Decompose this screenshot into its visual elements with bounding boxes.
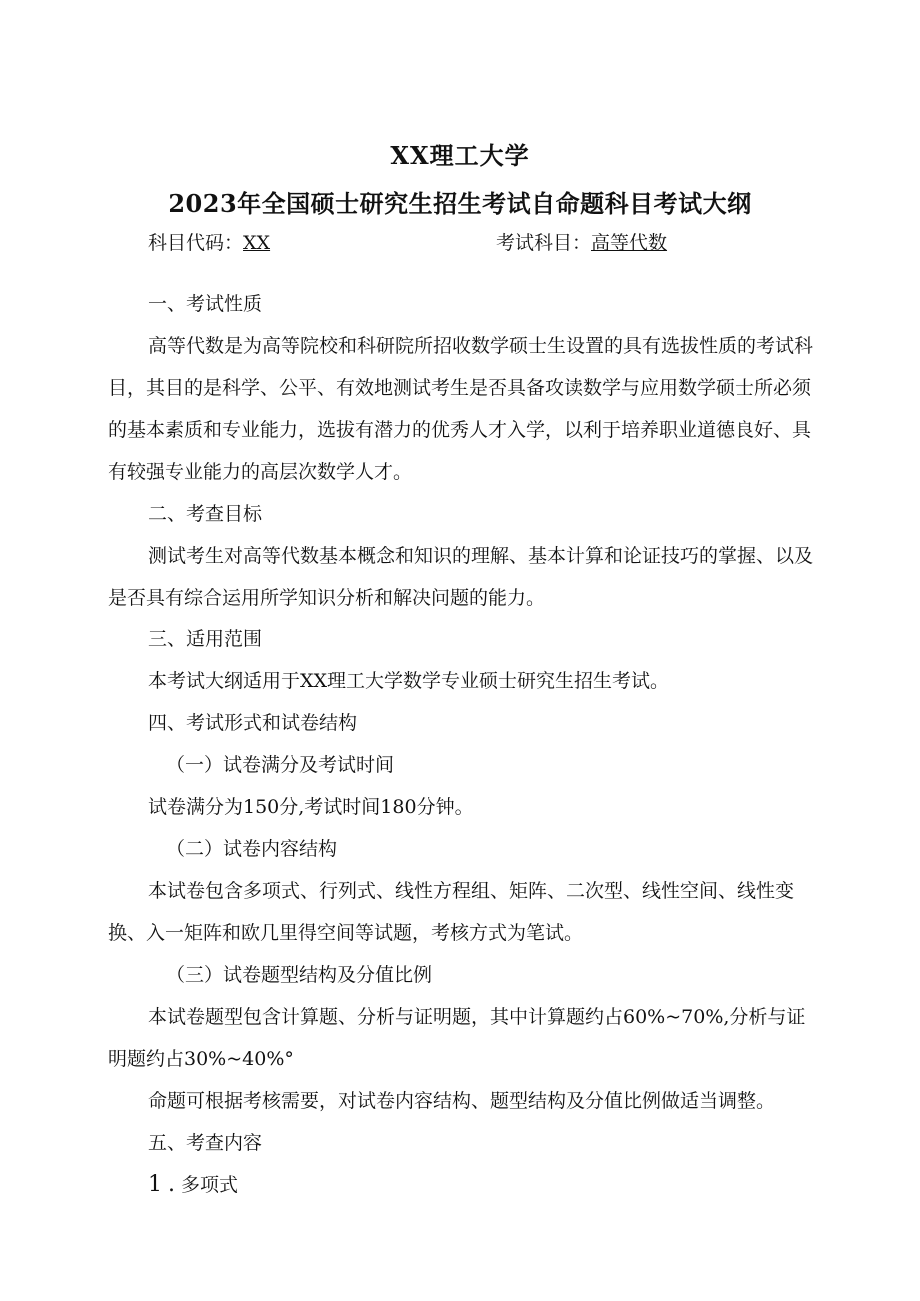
section-4-sub-3: （三）试卷题型结构及分值比例 — [166, 964, 433, 986]
section-1-heading: 一、考试性质 — [148, 293, 263, 315]
subject-name-label: 考试科目： — [496, 232, 592, 254]
subject-code-label: 科目代码： — [148, 232, 244, 254]
section-5-item-1-label: 多项式 — [181, 1174, 239, 1196]
section-3-body: 本考试大纲适用于XX理工大学数学专业硕士研究生招生考试。 — [148, 670, 670, 692]
section-5-heading: 五、考查内容 — [148, 1132, 263, 1154]
section-4-note: 命题可根据考核需要，对试卷内容结构、题型结构及分值比例做适当调整。 — [148, 1090, 776, 1112]
subject-code — [148, 228, 270, 255]
section-4-sub-2-body: 本试卷包含多项式、行列式、线性方程组、矩阵、二次型、线性空间、线性变换、入一矩阵和欧几里得空间等试题，考核方式为笔试。 — [108, 880, 795, 944]
section-4-sub-2: （二）试卷内容结构 — [166, 838, 338, 860]
section-5-item-1 — [148, 1164, 238, 1206]
section-4-sub-1: （一）试卷满分及考试时间 — [166, 754, 395, 776]
section-4-sub-3-body: 本试卷题型包含计算题、分析与证明题，其中计算题约占60%~70%,分析与证明题约占30%~40%° — [108, 1006, 806, 1070]
subject-name — [496, 228, 667, 255]
section-4-heading: 四、考试形式和试卷结构 — [148, 712, 358, 734]
university-title: XX理工大学 — [390, 141, 530, 170]
section-4-sub-1-body: 试卷满分为150分,考试时间180分钟。 — [148, 796, 474, 818]
section-1-body: 高等代数是为高等院校和科研院所招收数学硕士生设置的具有选拔性质的考试科目，其目的是科学、公平、有效地测试考生是否具备攻读数学与应用数学硕士所必须的基本素质和专业能力，选拔有潜力的优秀人才入学，以利于培养职业道德良好、具有较强专业能力的高层次数学人才。 — [108, 335, 814, 483]
section-3-heading: 三、适用范围 — [148, 628, 263, 650]
outline-title: 2023年全国硕士研究生招生考试自命题科目考试大纲 — [168, 189, 752, 218]
section-2-body: 测试考生对高等代数基本概念和知识的理解、基本计算和论证技巧的掌握、以及是否具有综合运用所学知识分析和解决问题的能力。 — [108, 545, 814, 609]
section-2-heading: 二、考查目标 — [148, 503, 263, 525]
subject-code-value: XX — [243, 232, 271, 254]
subject-name-value: 高等代数 — [591, 232, 668, 254]
section-5-item-1-number: 1. — [148, 1172, 181, 1197]
